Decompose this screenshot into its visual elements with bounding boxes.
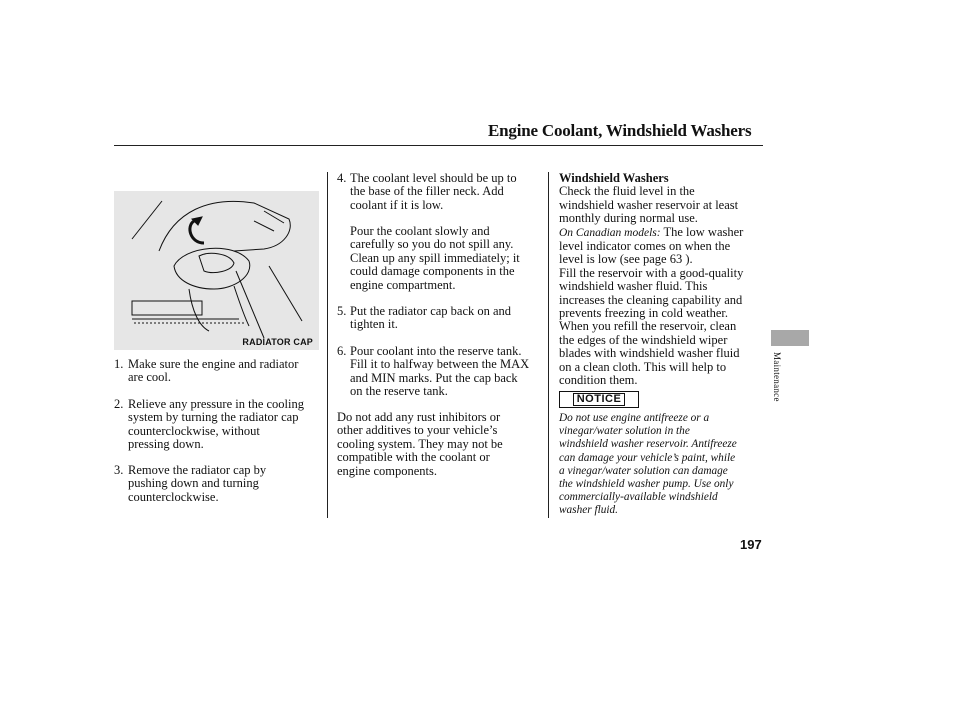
- notice-line: windshield washer reservoir. Antifreeze: [559, 438, 737, 451]
- note-line: cooling system. They may not be: [337, 436, 503, 451]
- step-number: 6.: [337, 344, 347, 358]
- step-line: Fill it to halfway between the MAX: [350, 357, 530, 372]
- step-line: engine compartment.: [350, 277, 456, 292]
- notice-line: can damage your vehicle’s paint, while: [559, 451, 736, 464]
- step-1: [114, 358, 298, 385]
- step-line: and MIN marks. Put the cap back: [350, 370, 518, 385]
- figure-caption: RADIATOR CAP: [242, 337, 313, 347]
- notice-line: a vinegar/water solution can damage: [559, 464, 728, 477]
- step-line: carefully so you do not spill any.: [350, 237, 514, 252]
- para-line: When you refill the reservoir, clean: [559, 319, 737, 334]
- step-number: 2.: [114, 397, 124, 411]
- step-number: 4.: [337, 171, 347, 185]
- step-4: [337, 172, 517, 212]
- notice-line: commercially-available windshield: [559, 491, 718, 504]
- notice-label: NOTICE: [573, 393, 626, 406]
- para-line: prevents freezing in cold weather.: [559, 306, 729, 321]
- para-line: windshield washer fluid. This: [559, 279, 708, 294]
- step-line: Remove the radiator cap by: [128, 463, 267, 477]
- step-6: [337, 345, 529, 399]
- note-line: Do not add any rust inhibitors or: [337, 410, 501, 424]
- page-title: Engine Coolant, Windshield Washers: [488, 121, 752, 140]
- step-line: Make sure the engine and radiator: [128, 357, 299, 371]
- step-line: pushing down and turning: [128, 476, 259, 491]
- step-line: Relieve any pressure in the cooling: [128, 397, 304, 411]
- para-line: monthly during normal use.: [559, 211, 698, 226]
- radiator-cap-illustration: [114, 191, 319, 350]
- step-line: Clean up any spill immediately; it: [350, 250, 520, 265]
- note-line: other additives to your vehicle’s: [337, 423, 498, 438]
- notice-badge: [559, 391, 639, 408]
- para-line: level is low (see page 63 ).: [559, 252, 693, 267]
- para-line: level indicator comes on when the: [559, 239, 731, 254]
- step-line: coolant if it is low.: [350, 197, 444, 212]
- column-divider-left: [327, 172, 328, 518]
- column-divider-right: [548, 172, 549, 518]
- step-2: [114, 398, 304, 452]
- para-line: windshield washer reservoir at least: [559, 197, 739, 212]
- step-3: [114, 464, 266, 504]
- para-line: condition them.: [559, 373, 638, 388]
- notice-text: [559, 412, 771, 518]
- step-line: counterclockwise.: [128, 489, 219, 504]
- para-line: blades with windshield washer fluid: [559, 346, 740, 361]
- step-number: 1.: [114, 357, 124, 371]
- step-line: system by turning the radiator cap: [128, 410, 299, 425]
- additives-note: [337, 411, 503, 478]
- step-line: counterclockwise, without: [128, 423, 260, 438]
- step-4-caution: [337, 225, 520, 292]
- page-number: 197: [740, 537, 762, 552]
- title-rule: [114, 145, 763, 146]
- step-line: The coolant level should be up to: [350, 171, 517, 185]
- canadian-line: [559, 226, 769, 240]
- notice-line: the windshield washer pump. Use only: [559, 478, 734, 491]
- para-line: Check the fluid level in the: [559, 184, 695, 199]
- para-line: increases the cleaning capability and: [559, 292, 743, 307]
- step-line: tighten it.: [350, 317, 398, 332]
- section-tab-marker: [771, 330, 809, 346]
- section-side-label: Maintenance: [772, 352, 782, 402]
- notice-line: Do not use engine antifreeze or a: [559, 412, 710, 424]
- notice-line: washer fluid.: [559, 504, 618, 517]
- step-line: pressing down.: [128, 437, 204, 452]
- step-line: Pour coolant into the reserve tank.: [350, 344, 522, 358]
- step-5: [337, 305, 511, 332]
- para-line: Fill the reservoir with a good-quality: [559, 265, 744, 280]
- step-line: the base of the filler neck. Add: [350, 184, 504, 199]
- step-line: are cool.: [128, 370, 172, 385]
- step-line: Put the radiator cap back on and: [350, 304, 512, 318]
- note-line: engine components.: [337, 463, 437, 478]
- canadian-label: On Canadian models:: [559, 226, 661, 239]
- canadian-rest: The low washer: [660, 224, 744, 239]
- note-line: compatible with the coolant or: [337, 450, 490, 465]
- column-three: [559, 172, 769, 388]
- para-line: the edges of the windshield wiper: [559, 332, 728, 347]
- step-number: 5.: [337, 304, 347, 318]
- step-line: Pour the coolant slowly and: [350, 224, 490, 238]
- step-line: on the reserve tank.: [350, 384, 448, 399]
- para-line: on a clean cloth. This will help to: [559, 359, 727, 374]
- radiator-cap-drawing: [114, 191, 319, 350]
- step-line: could damage components in the: [350, 264, 515, 279]
- notice-line: vinegar/water solution in the: [559, 425, 690, 438]
- section-heading: Windshield Washers: [559, 171, 669, 185]
- step-number: 3.: [114, 463, 124, 477]
